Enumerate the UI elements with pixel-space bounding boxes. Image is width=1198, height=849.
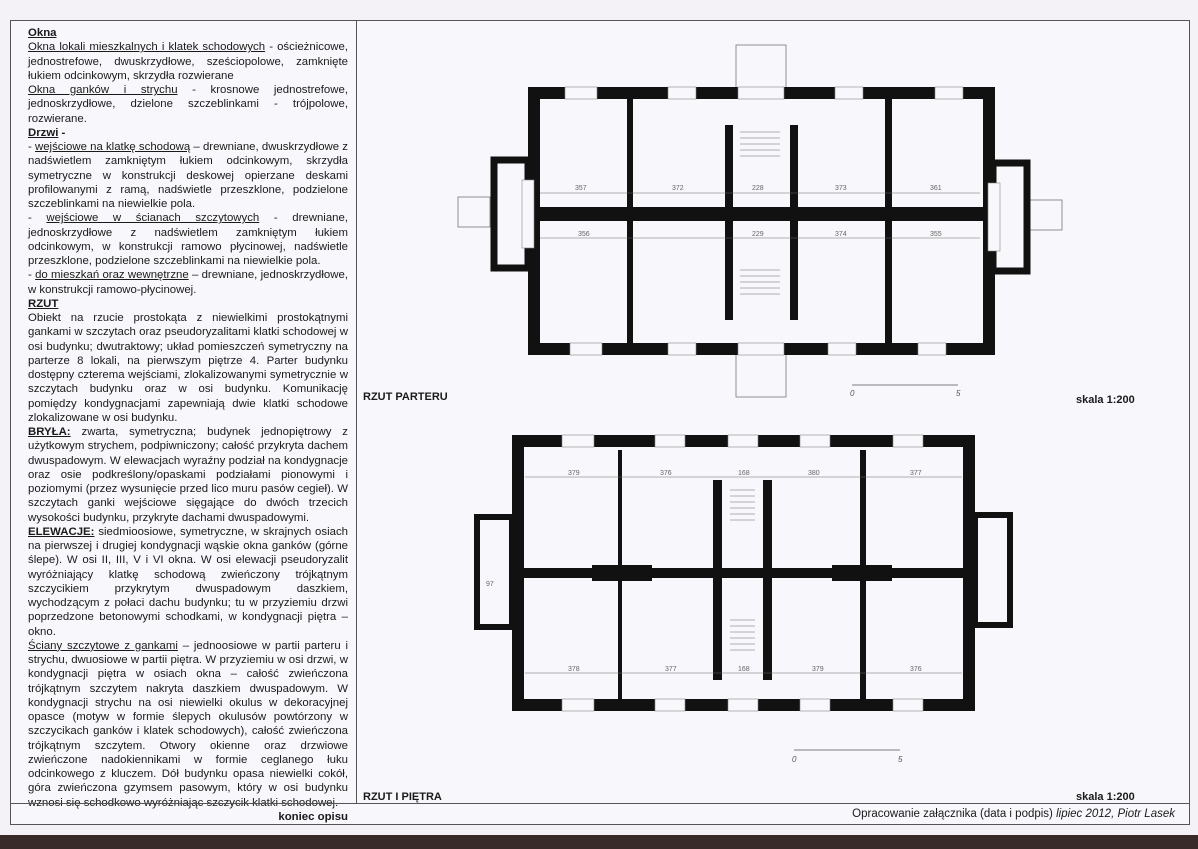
svg-text:168: 168 bbox=[738, 666, 750, 673]
paragraph-elewacje: ELEWACJE: siedmioosiowe, symetryczne, w skrajnych osiach na pierwszej i drugiej kondygnacji wąskie okna ganków (górne ślepe). W osi II, III, V i VI okna. W osi elewacji pseudoryzalit wyróżniający klatkę schodową zwieńczony trójkątnym szczycikiem przykrytym dwuspadowym daszkiem, wychodzącym z połaci dachu budynku; tu w przyziemiu drzwi poprzedzone betonowymi schodkami, w kondygnacji piętra – okno. bbox=[28, 525, 348, 638]
svg-text:355: 355 bbox=[930, 231, 942, 238]
heading-rzut: RZUT bbox=[28, 297, 59, 310]
svg-text:374: 374 bbox=[835, 231, 847, 238]
paragraph-drzwi-2: - wejściowe w ścianach szczytowych - drewniane, jednoskrzydłowe z nadświetlem zamkniętym łukiem odcinkowym, w konstrukcji ramowo płycinowej, nadświetle przeszklone, podzielone szczeblinkami na niewielkie pola. bbox=[28, 212, 348, 267]
paragraph-bryla: BRYŁA: zwarta, symetryczna; budynek jednopiętrowy z użytkowym strychem, podpiwniczony; całość przykryta dachem dwuspadowym. W elewacjach wyraźny podział na kondygnacje oraz osie podkreślony/opaskami podziałami pionowymi i poziomymi (przez wysunięcie przed lico muru pasów cegieł). W szczytach ganki wejściowe sięgające do dwóch trzecich wysokości budynku, przykryte dachami dwuspadowymi. bbox=[28, 426, 348, 524]
scan-edge bbox=[0, 835, 1198, 849]
svg-text:5: 5 bbox=[956, 389, 961, 398]
svg-text:376: 376 bbox=[910, 666, 922, 673]
first-floor-scale: skala 1:200 bbox=[1076, 791, 1135, 803]
svg-text:377: 377 bbox=[665, 666, 677, 673]
heading-drzwi: Drzwi bbox=[28, 126, 59, 139]
svg-text:229: 229 bbox=[752, 231, 764, 238]
footer-signature: Opracowanie załącznika (data i podpis) lipiec 2012, Piotr Lasek bbox=[11, 803, 1189, 825]
svg-text:356: 356 bbox=[578, 231, 590, 238]
svg-text:97: 97 bbox=[486, 581, 494, 588]
first-floor-plan bbox=[477, 435, 1010, 764]
ground-floor-title: RZUT PARTERU bbox=[363, 391, 448, 403]
svg-text:377: 377 bbox=[910, 470, 922, 477]
svg-text:0: 0 bbox=[850, 389, 855, 398]
paragraph-okna-2: Okna ganków i strychu - krosnowe jednostrefowe, jednoskrzydłowe, dzielone szczeblinkami - trójpolowe, rozwierane. bbox=[28, 84, 348, 125]
heading-okna: Okna bbox=[28, 27, 57, 39]
ground-floor-plan bbox=[458, 45, 1062, 398]
end-of-description: koniec opisu bbox=[278, 810, 348, 823]
ground-scalebar bbox=[850, 385, 961, 398]
paragraph-drzwi-3: - do mieszkań oraz wewnętrzne – drewniane, jednoskrzydłowe, w konstrukcji ramowo-płycinowej. bbox=[28, 269, 348, 296]
paragraph-sciany: Ściany szczytowe z gankami – jednoosiowe w partii parteru i strychu, dwuosiowe w partii piętra. W przyziemiu w osi drzwi, w kondygnacji piętra w osiach okna – całość zwieńczona trójkątnym szczytem nakryta daszkiem dwuspadowym. W kondygnacji strychu na osi niewielki okulus w dekoracyjnej opasce (motyw w formie ślepych okulusów powtórzony w szczycikach ganków i klatek schodowych), całość zwieńczona trójkątnym szczytem. Otwory okienne oraz drzwiowe zwieńczone nadokiennikami w formie ceglanego łuku odcinkowego z kluczem. Dół budynku opasa niewielki cokół, góra zwieńczona gzymsem pasowym, który w osi budynku wznosi się schodkowo wyróżniając szczycik klatki schodowej. bbox=[28, 639, 348, 809]
svg-text:372: 372 bbox=[672, 185, 684, 192]
svg-text:357: 357 bbox=[575, 185, 587, 192]
ground-floor-scale: skala 1:200 bbox=[1076, 394, 1135, 406]
svg-text:373: 373 bbox=[835, 185, 847, 192]
svg-text:379: 379 bbox=[568, 470, 580, 477]
svg-text:168: 168 bbox=[738, 470, 750, 477]
svg-text:228: 228 bbox=[752, 185, 764, 192]
svg-text:5: 5 bbox=[898, 755, 903, 764]
svg-text:378: 378 bbox=[568, 666, 580, 673]
paragraph-rzut: Obiekt na rzucie prostokąta z niewielkimi prostokątnymi gankami w szczytach oraz pseudoryzalitami klatki schodowej w osi budynku; dwutraktowy; układ pomieszczeń symetryczny na parterze 8 lokali, na pierwszym piętrze 4. Parter budynku dostępny czterema wejściami, zlokalizowanymi symetrycznie w szczytach budynku oraz w osi budynku. Komunikację pomiędzy kondygnacjami zapewniają dwie klatki schodowe zlokalizowane w osi budynku. bbox=[28, 312, 348, 424]
description-column: Okna Okna lokali mieszkalnych i klatek schodowych - ościeżnicowe, jednostrefowe, dwuskrzydłowe, sześciopolowe, zamknięte łukiem odcinkowym, skrzydła rozwierane Okna ganków i strychu - krosnowe jednostrefowe, jednoskrzydłowe, dzielone szczeblinkami - trójpolowe, rozwierane. Drzwi - - wejściowe na klatkę schodową – drewniane, dwuskrzydłowe z nadświetlem zamkniętym łukiem odcinkowym, skrzydła symetryczne w konstrukcji deskowej opierzane deskami profilowanymi z ramą, nadświetle przeszklone, podzielone szczeblinkami na niewielkie pola. - wejściowe w ścianach szczytowych - drewniane, jednoskrzydłowe z nadświetlem zamkniętym łukiem odcinkowym, w konstrukcji ramowo płycinowej, nadświetle przeszklone, podzielone szczeblinkami na niewielkie pola. - do mieszkań oraz wewnętrzne – drewniane, jednoskrzydłowe, w konstrukcji ramowo-płycinowej. RZUT Obiekt na rzucie prostokąta z niewielkimi prostokątnymi gankami w szczytach oraz pseudoryzalitami klatki schodowej w osi budynku; dwutraktowy; układ pomieszczeń symetryczny na parterze 8 lokali, na pierwszym piętrze 4. Parter budynku dostępny czterema wejściami, zlokalizowanymi symetrycznie w szczytach budynku oraz w osi budynku. Komunikację pomiędzy kondygnacjami zapewniają dwie klatki schodowe zlokalizowane w osi budynku. BRYŁA: zwarta, symetryczna; budynek jednopiętrowy z użytkowym strychem, podpiwniczony; całość przykryta dachem dwuspadowym. W elewacjach wyraźny podział na kondygnacje oraz osie podkreślony/opaskami podziałami pionowymi i poziomymi (przez wysunięcie przed lico muru pasów cegieł). W szczytach ganki wejściowe sięgające do dwóch trzecich wysokości budynku, przykryte dachami dwuspadowymi. ELEWACJE: siedmioosiowe, symetryczne, w skrajnych osiach na pierwszej i drugiej kondygnacji wąskie okna ganków (górne ślepe). W osi II, III, V i VI okna. W osi elewacji pseudoryzalit wyróżniający klatkę schodową zwieńczony trójkątnym szczycikiem przykrytym dwuspadowym daszkiem, wychodzącym z połaci dachu budynku; tu w przyziemiu drzwi poprzedzone betonowymi schodkami, w kondygnacji piętra – okno. Ściany szczytowe z gankami – jednoosiowe w partii parteru i strychu, dwuosiowe w partii piętra. W przyziemiu w osi drzwi, w kondygnacji piętra w osiach okna – całość zwieńczona trójkątnym szczytem nakryta daszkiem dwuspadowym. W kondygnacji strychu na osi niewielki okulus w dekoracyjnej opasce (motyw w formie ślepych okulusów powtórzony w szczycikach ganków i klatek schodowych), całość zwieńczona trójkątnym szczytem. Otwory okienne oraz drzwiowe zwieńczone nadokiennikami w formie ceglanego łuku odcinkowego z kluczem. Dół budynku opasa niewielki cokół, góra zwieńczona gzymsem pasowym, który w osi budynku wznosi się schodkowo wyróżniając szczycik klatki schodowej. koniec opisu bbox=[11, 21, 357, 803]
paragraph-okna-1: Okna lokali mieszkalnych i klatek schodowych - ościeżnicowe, jednostrefowe, dwuskrzydłowe, sześciopolowe, zamknięte łukiem odcinkowym, skrzydła rozwierane bbox=[28, 41, 349, 82]
svg-text:379: 379 bbox=[812, 666, 824, 673]
first-scalebar bbox=[792, 750, 903, 764]
svg-text:380: 380 bbox=[808, 470, 820, 477]
svg-text:361: 361 bbox=[930, 185, 942, 192]
svg-text:376: 376 bbox=[660, 470, 672, 477]
svg-text:0: 0 bbox=[792, 755, 797, 764]
paragraph-drzwi-1: - wejściowe na klatkę schodową – drewniane, dwuskrzydłowe z nadświetlem zamkniętym łukiem odcinkowym, skrzydła symetryczne w konstrukcji deskowej opierzane deskami profilowanymi z ramą, nadświetle przeszklone, podzielone szczeblinkami na niewielkie pola. bbox=[28, 141, 348, 210]
first-floor-title: RZUT I PIĘTRA bbox=[363, 791, 442, 803]
